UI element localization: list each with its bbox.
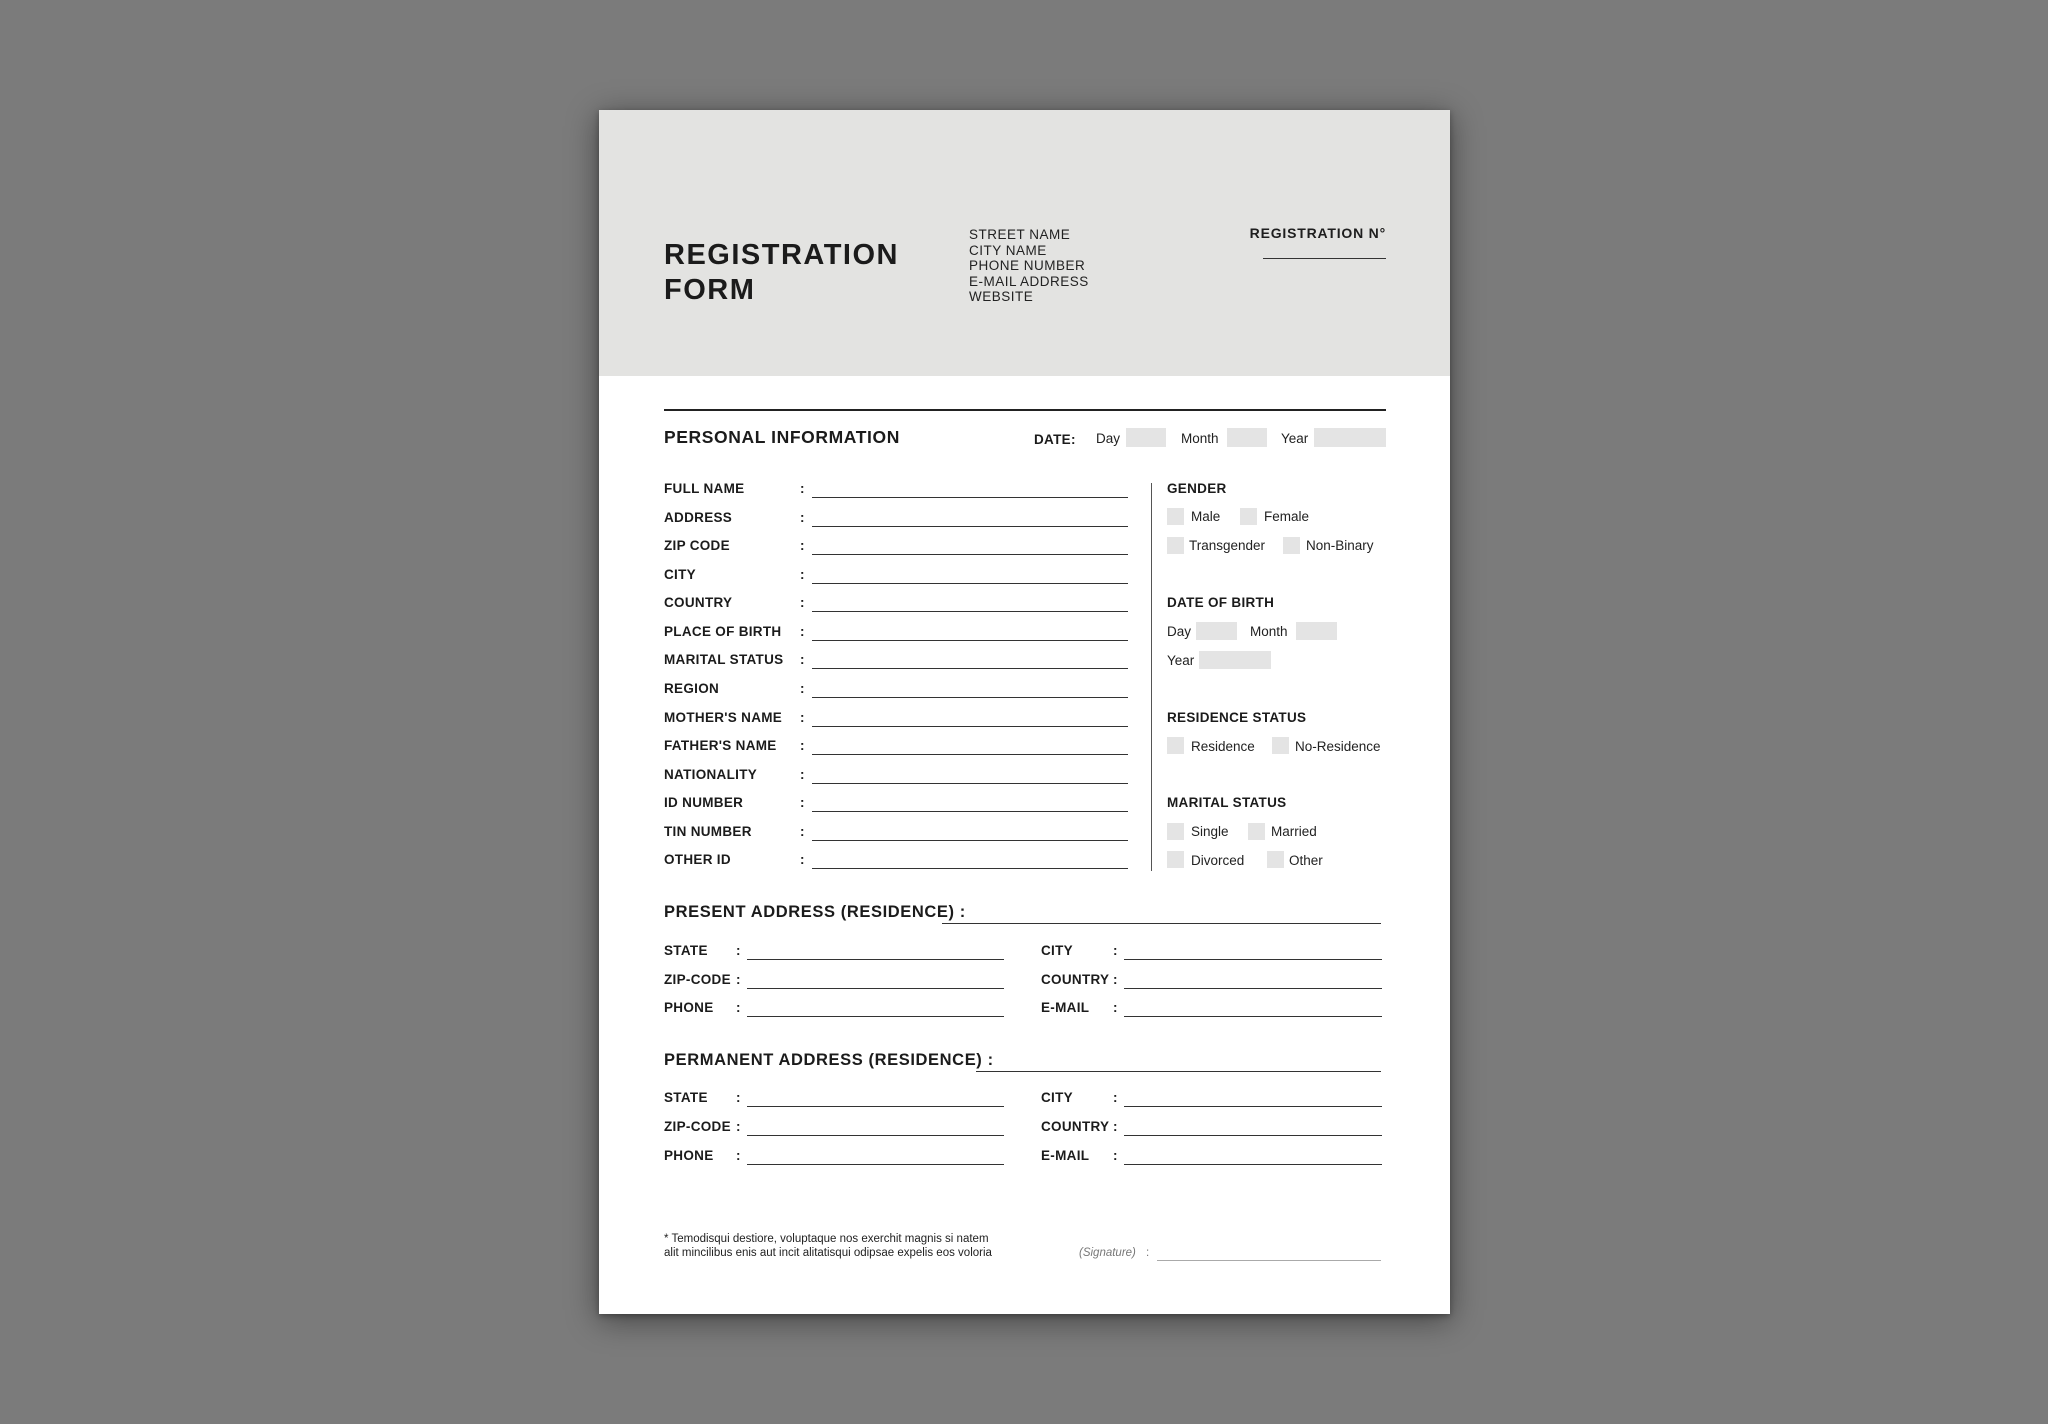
field-label: FATHER'S NAME [664, 738, 777, 753]
field-colon: : [1113, 1148, 1118, 1163]
field-label: MARITAL STATUS [664, 652, 784, 667]
section-divider [664, 409, 1386, 411]
field-label: ZIP CODE [664, 538, 730, 553]
dob-title: DATE OF BIRTH [1167, 595, 1275, 610]
title-line-2: FORM [664, 274, 756, 306]
married-label: Married [1271, 824, 1317, 839]
personal-info-title: PERSONAL INFORMATION [664, 427, 900, 447]
present-country-field[interactable] [1124, 988, 1382, 989]
present-zip-field[interactable] [747, 988, 1004, 989]
date-year-field[interactable] [1314, 428, 1386, 447]
permanent-state-label: STATE [664, 1090, 708, 1105]
marital-status-title: MARITAL STATUS [1167, 795, 1287, 810]
field-colon: : [800, 767, 805, 782]
place-of-birth-field[interactable] [812, 640, 1128, 641]
tin-number-field[interactable] [812, 840, 1128, 841]
permanent-phone-field[interactable] [747, 1164, 1004, 1165]
field-colon: : [800, 595, 805, 610]
footnote [664, 1232, 992, 1260]
field-colon: : [800, 681, 805, 696]
present-state-field[interactable] [747, 959, 1004, 960]
field-colon: : [1113, 1090, 1118, 1105]
dob-year-label: Year [1167, 653, 1195, 668]
registration-number-field[interactable] [1263, 258, 1386, 259]
residence-status-title: RESIDENCE STATUS [1167, 710, 1307, 725]
field-colon: : [800, 481, 805, 496]
contact-email: E-MAIL ADDRESS [969, 273, 1089, 289]
nationality-field[interactable] [812, 783, 1128, 784]
signature-colon: : [1146, 1247, 1150, 1259]
permanent-email-field[interactable] [1124, 1164, 1382, 1165]
field-colon: : [736, 972, 741, 987]
present-phone-label: PHONE [664, 1000, 714, 1015]
registration-number-label: REGISTRATION N° [1249, 225, 1386, 241]
field-label: COUNTRY [664, 595, 733, 610]
present-city-field[interactable] [1124, 959, 1382, 960]
field-label: FULL NAME [664, 481, 745, 496]
residence-label: Residence [1191, 739, 1255, 754]
field-colon: : [736, 943, 741, 958]
male-label: Male [1191, 509, 1221, 524]
field-label: MOTHER'S NAME [664, 710, 783, 725]
contact-city: CITY NAME [969, 242, 1047, 258]
dob-day-label: Day [1167, 624, 1192, 639]
present-address-title: PRESENT ADDRESS (RESIDENCE) : [664, 903, 966, 921]
permanent-zip-field[interactable] [747, 1135, 1004, 1136]
permanent-city-field[interactable] [1124, 1106, 1382, 1107]
permanent-country-label: COUNTRY [1041, 1119, 1110, 1134]
dob-month-field[interactable] [1296, 622, 1337, 640]
field-colon: : [736, 1000, 741, 1015]
field-label: REGION [664, 681, 720, 696]
full-name-field[interactable] [812, 497, 1128, 498]
field-label: CITY [664, 567, 696, 582]
title-line-1: REGISTRATION [664, 239, 899, 271]
female-checkbox[interactable] [1240, 508, 1257, 525]
field-label: NATIONALITY [664, 767, 758, 782]
mothers-name-field[interactable] [812, 726, 1128, 727]
permanent-country-field[interactable] [1124, 1135, 1382, 1136]
permanent-email-label: E-MAIL [1041, 1148, 1090, 1163]
contact-block [969, 227, 1089, 305]
field-colon: : [800, 624, 805, 639]
registration-form-page [599, 110, 1450, 1314]
country-field[interactable] [812, 611, 1128, 612]
footnote-line-1: * Temodisqui destiore, voluptaque nos exerchit magnis si natem [664, 1233, 989, 1245]
permanent-address-field[interactable] [976, 1071, 1381, 1072]
region-field[interactable] [812, 697, 1128, 698]
divorced-label: Divorced [1191, 853, 1245, 868]
signature-field[interactable] [1157, 1260, 1381, 1261]
transgender-checkbox[interactable] [1167, 537, 1184, 554]
date-day-label: Day [1096, 431, 1121, 446]
single-label: Single [1191, 824, 1229, 839]
single-checkbox[interactable] [1167, 823, 1184, 840]
transgender-label: Transgender [1189, 538, 1266, 553]
field-colon: : [800, 824, 805, 839]
date-day-field[interactable] [1126, 428, 1166, 447]
present-phone-field[interactable] [747, 1016, 1004, 1017]
field-colon: : [1113, 943, 1118, 958]
permanent-address-title: PERMANENT ADDRESS (RESIDENCE) : [664, 1051, 994, 1069]
field-colon: : [1113, 1000, 1118, 1015]
field-colon: : [736, 1119, 741, 1134]
field-colon: : [1113, 972, 1118, 987]
date-year-label: Year [1281, 431, 1309, 446]
field-label: TIN NUMBER [664, 824, 752, 839]
no-residence-label: No-Residence [1295, 739, 1381, 754]
field-colon: : [800, 852, 805, 867]
present-country-label: COUNTRY [1041, 972, 1110, 987]
present-email-label: E-MAIL [1041, 1000, 1090, 1015]
field-colon: : [800, 510, 805, 525]
residence-checkbox[interactable] [1167, 737, 1184, 754]
field-label: ADDRESS [664, 510, 733, 525]
signature-label: (Signature) [1079, 1247, 1136, 1259]
date-label: DATE: [1034, 432, 1076, 447]
no-residence-checkbox[interactable] [1272, 737, 1289, 754]
id-number-field[interactable] [812, 811, 1128, 812]
field-colon: : [1113, 1119, 1118, 1134]
marital-status-field[interactable] [812, 668, 1128, 669]
gender-title: GENDER [1167, 481, 1227, 496]
other-label: Other [1289, 853, 1323, 868]
married-checkbox[interactable] [1248, 823, 1265, 840]
non-binary-checkbox[interactable] [1283, 537, 1300, 554]
present-email-field[interactable] [1124, 1016, 1382, 1017]
field-colon: : [800, 738, 805, 753]
other-checkbox[interactable] [1267, 851, 1284, 868]
form-header [599, 110, 1450, 376]
other-id-field[interactable] [812, 868, 1128, 869]
present-zip-label: ZIP-CODE [664, 972, 731, 987]
fathers-name-field[interactable] [812, 754, 1128, 755]
present-city-label: CITY [1041, 943, 1073, 958]
field-colon: : [800, 538, 805, 553]
column-divider [1151, 483, 1152, 871]
field-colon: : [800, 795, 805, 810]
address-field[interactable] [812, 526, 1128, 527]
permanent-zip-label: ZIP-CODE [664, 1119, 731, 1134]
date-month-field[interactable] [1227, 428, 1267, 447]
contact-website: WEBSITE [969, 289, 1034, 304]
field-colon: : [800, 652, 805, 667]
date-month-label: Month [1181, 431, 1219, 446]
divorced-checkbox[interactable] [1167, 851, 1184, 868]
field-colon: : [800, 567, 805, 582]
form-title [664, 238, 899, 308]
dob-month-label: Month [1250, 624, 1288, 639]
field-colon: : [800, 710, 805, 725]
contact-phone: PHONE NUMBER [969, 258, 1086, 273]
male-checkbox[interactable] [1167, 508, 1184, 525]
female-label: Female [1264, 509, 1310, 524]
city-field[interactable] [812, 583, 1128, 584]
field-colon: : [736, 1148, 741, 1163]
field-label: ID NUMBER [664, 795, 744, 810]
dob-day-field[interactable] [1196, 622, 1237, 640]
permanent-state-field[interactable] [747, 1106, 1004, 1107]
present-address-field[interactable] [942, 923, 1381, 924]
contact-street: STREET NAME [969, 227, 1071, 242]
zip-code-field[interactable] [812, 554, 1128, 555]
present-state-label: STATE [664, 943, 708, 958]
field-label: OTHER ID [664, 852, 731, 867]
footnote-line-2: alit mincilibus enis aut incit alitatisqui odipsae expelis eos voloria [664, 1247, 992, 1259]
non-binary-label: Non-Binary [1306, 538, 1374, 553]
permanent-phone-label: PHONE [664, 1148, 714, 1163]
dob-year-field[interactable] [1199, 651, 1271, 669]
field-label: PLACE OF BIRTH [664, 624, 782, 639]
field-colon: : [736, 1090, 741, 1105]
permanent-city-label: CITY [1041, 1090, 1073, 1105]
